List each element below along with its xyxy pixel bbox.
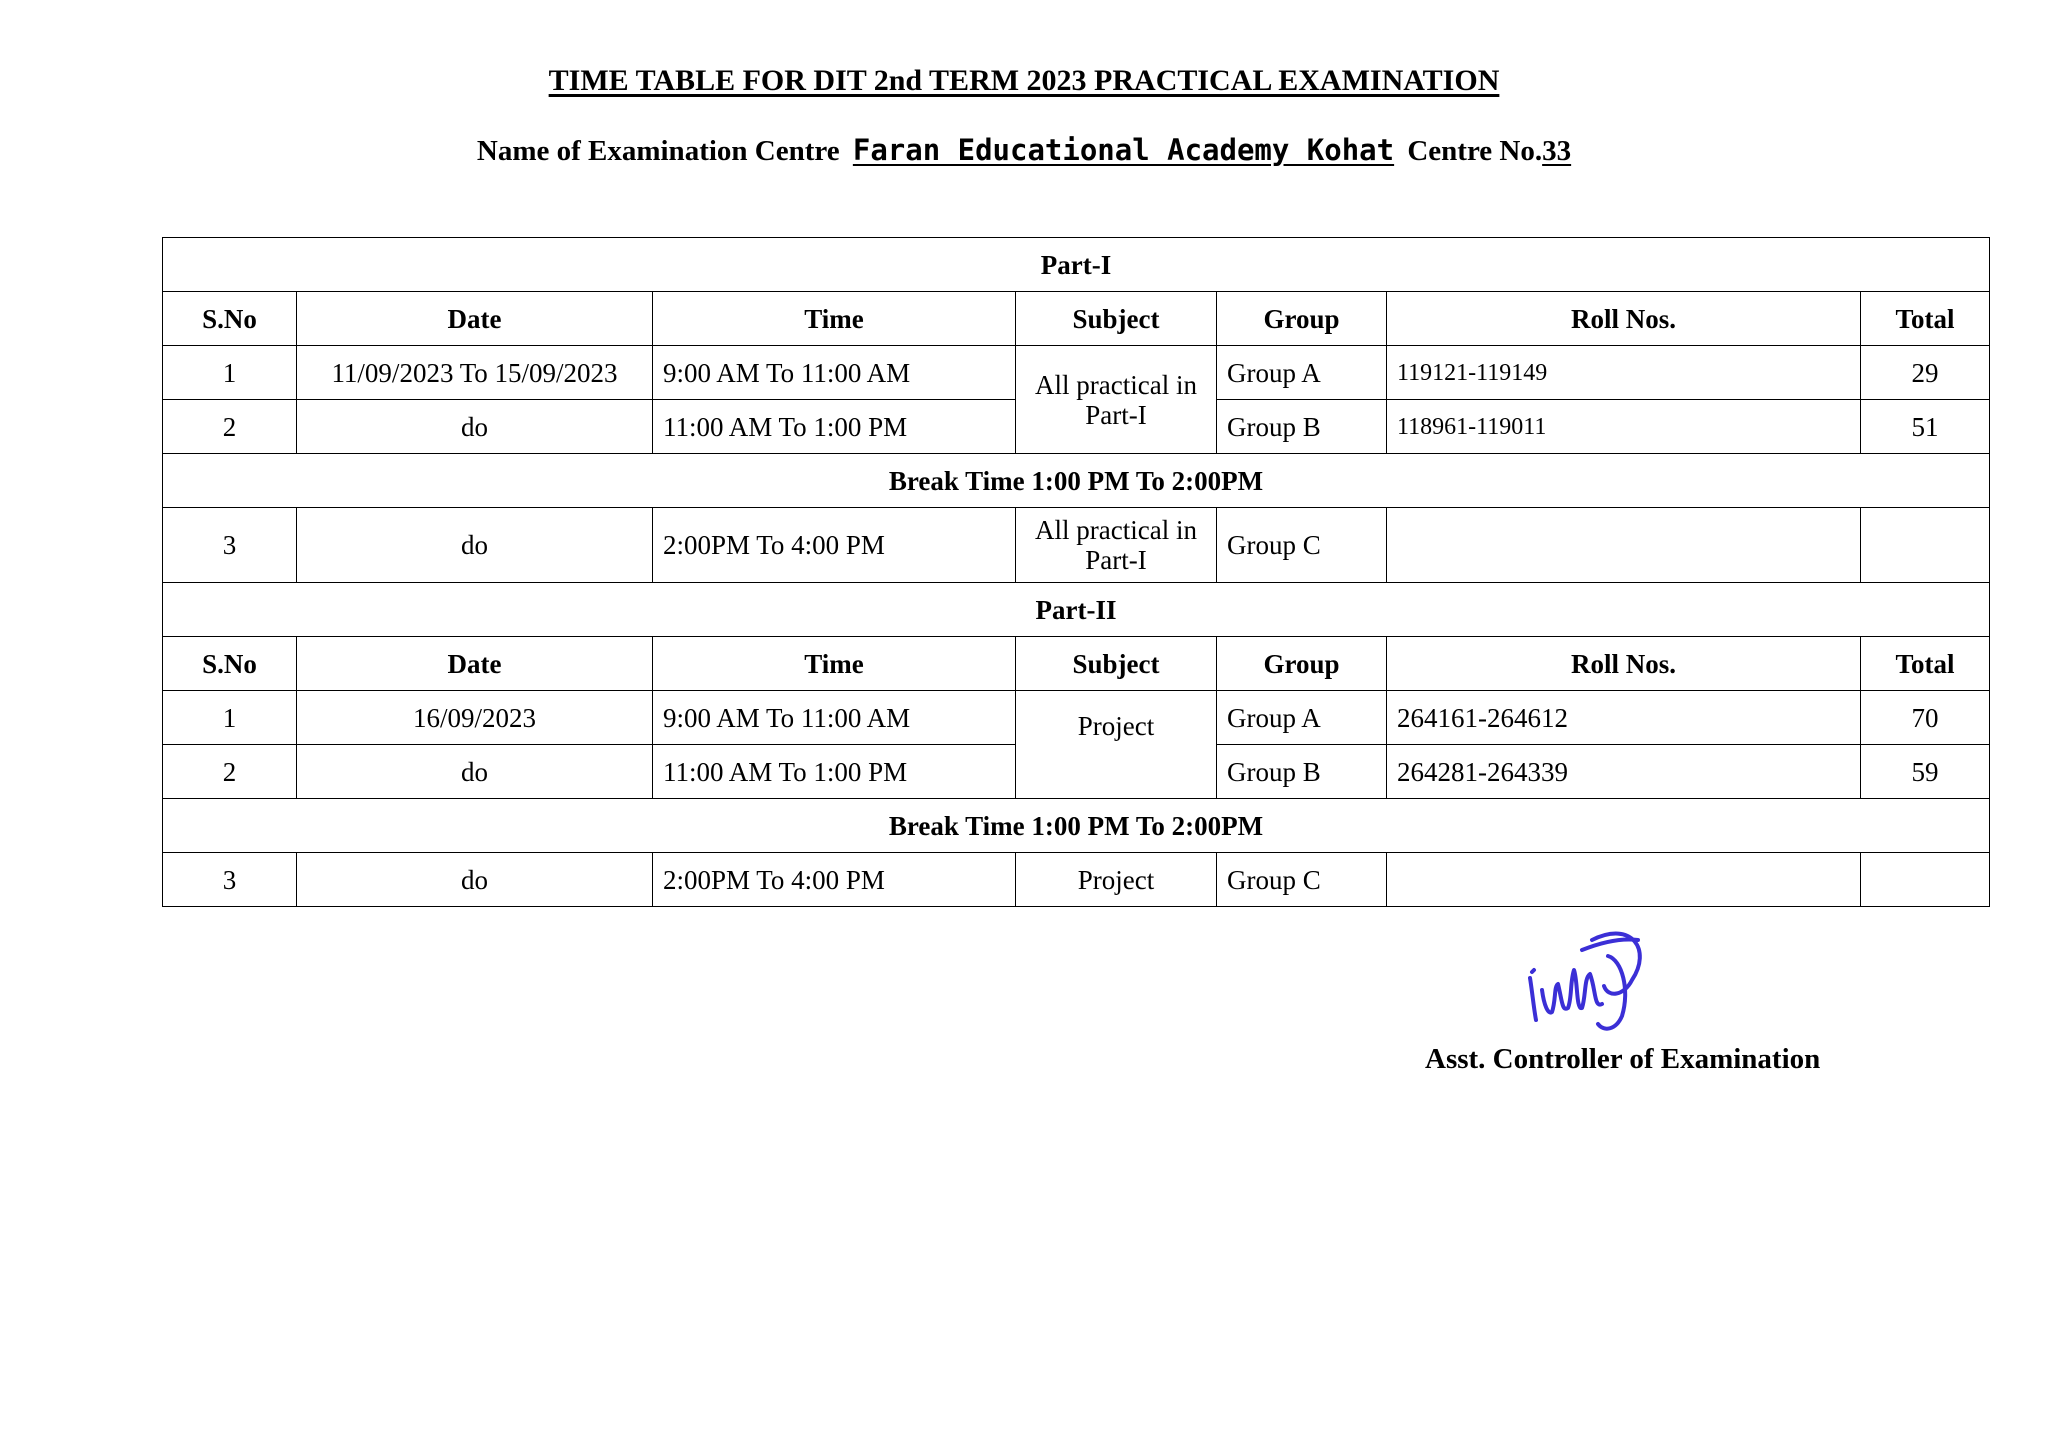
part1-header-row: [163, 292, 1990, 346]
header-group: Group: [1217, 292, 1387, 346]
subject-line2: Part-I: [1085, 545, 1147, 575]
table-row: [163, 346, 1990, 400]
time-cell: 9:00 AM To 11:00 AM: [653, 346, 1016, 400]
header-sno: S.No: [163, 292, 297, 346]
roll-cell: 119121-119149: [1387, 346, 1861, 400]
date-cell: do: [297, 400, 653, 454]
part2-heading-row: [163, 583, 1990, 637]
date-cell: 11/09/2023 To 15/09/2023: [297, 346, 653, 400]
header-sno: S.No: [163, 637, 297, 691]
subject-line2: Part-I: [1085, 399, 1147, 430]
total-cell: [1861, 853, 1990, 907]
signature-stroke: [1532, 970, 1534, 972]
header-date: Date: [297, 637, 653, 691]
header-group: Group: [1217, 637, 1387, 691]
timetable: [162, 237, 1990, 907]
header-roll: Roll Nos.: [1387, 637, 1861, 691]
sno-cell: 3: [163, 508, 297, 583]
subject-cell: Project: [1016, 853, 1217, 907]
header-time: Time: [653, 637, 1016, 691]
header-time: Time: [653, 292, 1016, 346]
signature-stroke: [1542, 970, 1602, 1013]
roll-cell: 118961-119011: [1387, 400, 1861, 454]
group-cell: Group C: [1217, 508, 1387, 583]
centre-name: Faran Educational Academy Kohat: [852, 133, 1395, 167]
centre-line: [0, 133, 2048, 168]
group-cell: Group A: [1217, 346, 1387, 400]
sno-cell: 3: [163, 853, 297, 907]
roll-cell: [1387, 508, 1861, 583]
table-row: [163, 508, 1990, 583]
sno-cell: 1: [163, 691, 297, 745]
centre-no-label: Centre No.: [1407, 135, 1543, 167]
subject-line1: All practical in: [1035, 369, 1197, 400]
subject-cell: [1016, 508, 1217, 583]
sno-cell: 2: [163, 745, 297, 799]
header-date: Date: [297, 292, 653, 346]
group-cell: Group A: [1217, 691, 1387, 745]
time-cell: 2:00PM To 4:00 PM: [653, 508, 1016, 583]
header-roll: Roll Nos.: [1387, 292, 1861, 346]
date-cell: do: [297, 745, 653, 799]
date-cell: 16/09/2023: [297, 691, 653, 745]
centre-no-value: 33: [1542, 135, 1572, 167]
table-row: [163, 691, 1990, 745]
total-cell: 51: [1861, 400, 1990, 454]
subject-line1: All practical in: [1035, 515, 1197, 545]
total-cell: 29: [1861, 346, 1990, 400]
roll-cell: 264281-264339: [1387, 745, 1861, 799]
group-cell: Group C: [1217, 853, 1387, 907]
date-cell: do: [297, 508, 653, 583]
subject-cell: Project: [1016, 691, 1217, 799]
subject-cell: [1016, 346, 1217, 454]
header-subject: Subject: [1016, 637, 1217, 691]
total-cell: 59: [1861, 745, 1990, 799]
header-total: Total: [1861, 637, 1990, 691]
break-row: [163, 799, 1990, 853]
break-label: Break Time 1:00 PM To 2:00PM: [163, 799, 1990, 853]
roll-cell: 264161-264612: [1387, 691, 1861, 745]
time-cell: 11:00 AM To 1:00 PM: [653, 400, 1016, 454]
time-cell: 2:00PM To 4:00 PM: [653, 853, 1016, 907]
break-label: Break Time 1:00 PM To 2:00PM: [163, 454, 1990, 508]
signature-stroke: [1530, 978, 1536, 1020]
page-title: TIME TABLE FOR DIT 2nd TERM 2023 PRACTICAL EXAMINATION: [548, 64, 1500, 97]
part1-label: Part-I: [163, 238, 1990, 292]
part1-heading-row: [163, 238, 1990, 292]
part2-header-row: [163, 637, 1990, 691]
time-cell: 11:00 AM To 1:00 PM: [653, 745, 1016, 799]
time-cell: 9:00 AM To 11:00 AM: [653, 691, 1016, 745]
sno-cell: 1: [163, 346, 297, 400]
header-subject: Subject: [1016, 292, 1217, 346]
total-cell: 70: [1861, 691, 1990, 745]
total-cell: [1861, 508, 1990, 583]
table-row: [163, 853, 1990, 907]
signature-mark: [1512, 920, 1662, 1060]
sno-cell: 2: [163, 400, 297, 454]
date-cell: do: [297, 853, 653, 907]
header-total: Total: [1861, 292, 1990, 346]
roll-cell: [1387, 853, 1861, 907]
centre-label: Name of Examination Centre: [476, 135, 840, 167]
break-row: [163, 454, 1990, 508]
part2-label: Part-II: [163, 583, 1990, 637]
group-cell: Group B: [1217, 400, 1387, 454]
group-cell: Group B: [1217, 745, 1387, 799]
signatory-title: Asst. Controller of Examination: [1425, 1043, 1821, 1075]
